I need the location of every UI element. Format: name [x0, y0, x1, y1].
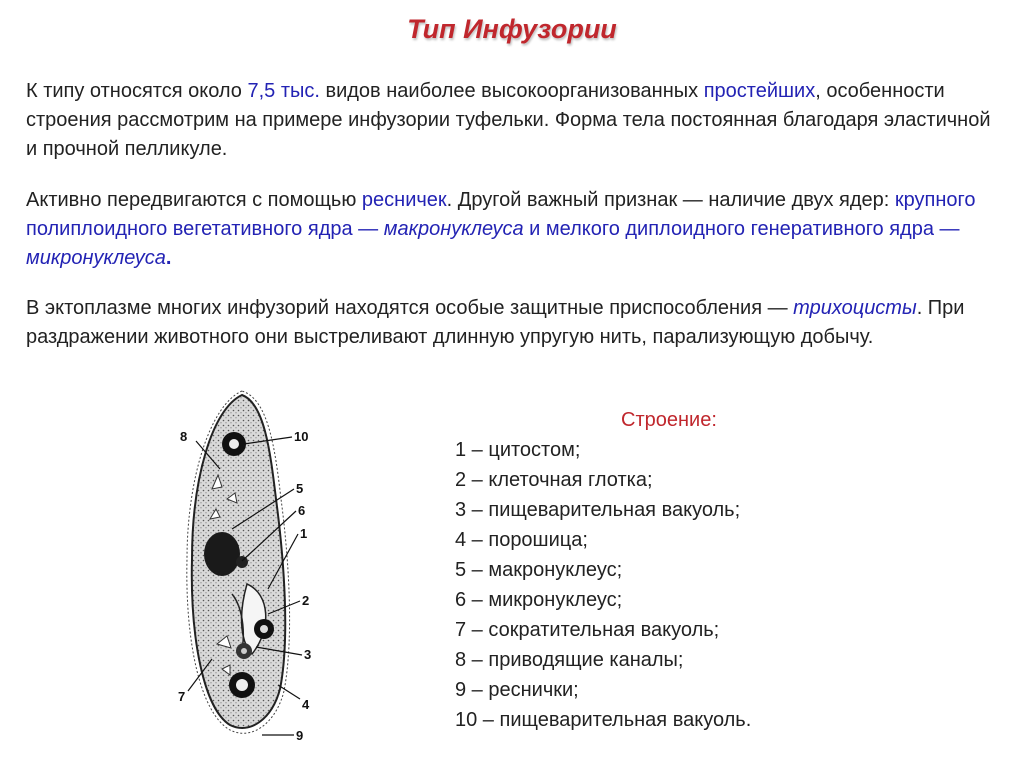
paragraph-intro: [26, 77, 1001, 164]
highlight-term: простейших: [703, 80, 816, 102]
text-run: видов наиболее высокоорганизованных: [319, 80, 704, 102]
legend-item: 4 – порошица;: [455, 529, 588, 551]
label-9: 9: [296, 728, 304, 743]
legend-item: 2 – клеточная глотка;: [455, 469, 653, 491]
label-8: 8: [180, 429, 188, 444]
legend-item: 9 – реснички;: [455, 679, 579, 701]
slide-title: Тип Инфузории: [407, 14, 617, 44]
legend-title: Строение:: [621, 409, 717, 431]
text-run: . При раздражении животного они выстреливают длинную упругую нить, парализующую добычу.: [26, 297, 965, 348]
contractile-vacuole-top: [222, 432, 246, 456]
legend-item: 1 – цитостом;: [455, 439, 581, 461]
label-3: 3: [304, 647, 312, 662]
text-run: Активно передвигаются с помощью: [26, 189, 362, 211]
label-10: 10: [294, 429, 309, 444]
paramecium-diagram: [172, 389, 328, 745]
label-7: 7: [178, 689, 186, 704]
text-run: . Другой важный признак — наличие двух ядер:: [446, 189, 895, 211]
text-run: .: [165, 247, 172, 269]
label-4: 4: [302, 697, 310, 712]
highlight-term: макронуклеуса: [383, 218, 524, 240]
legend-item: 7 – сократительная вакуоль;: [455, 619, 720, 641]
label-5: 5: [296, 481, 304, 496]
paragraph-trichocysts: [26, 294, 1001, 352]
text-run: , особенности строения рассмотрим на примере инфузории туфельки. Форма тела постоянная благодаря эластичной и прочной пелликуле.: [26, 80, 991, 160]
highlight-term: крупного полиплоидного вегетативного ядра —: [26, 189, 976, 240]
legend-item: 5 – макронуклеус;: [455, 559, 623, 581]
highlight-term: микронуклеуса: [26, 247, 166, 269]
highlight-term: трихоцисты: [793, 297, 917, 319]
text-run: К типу относятся около: [26, 80, 248, 102]
legend-item: 8 – приводящие каналы;: [455, 649, 684, 671]
structure-legend: [455, 405, 885, 735]
highlight-term: ресничек: [361, 189, 447, 211]
paragraph-movement: [26, 186, 1001, 273]
legend-item: 6 – микронуклеус;: [455, 589, 623, 611]
legend-item: 10 – пищеварительная вакуоль.: [455, 709, 752, 731]
label-1: 1: [300, 526, 308, 541]
label-2: 2: [302, 593, 310, 608]
highlight-count: 7,5 тыс.: [247, 80, 320, 102]
label-6: 6: [298, 503, 306, 518]
text-run: В эктоплазме многих инфузорий находятся особые защитные приспособления —: [26, 297, 794, 319]
legend-item: 3 – пищеварительная вакуоль;: [455, 499, 741, 521]
highlight-term: и мелкого диплоидного генеративного ядра —: [523, 218, 960, 240]
